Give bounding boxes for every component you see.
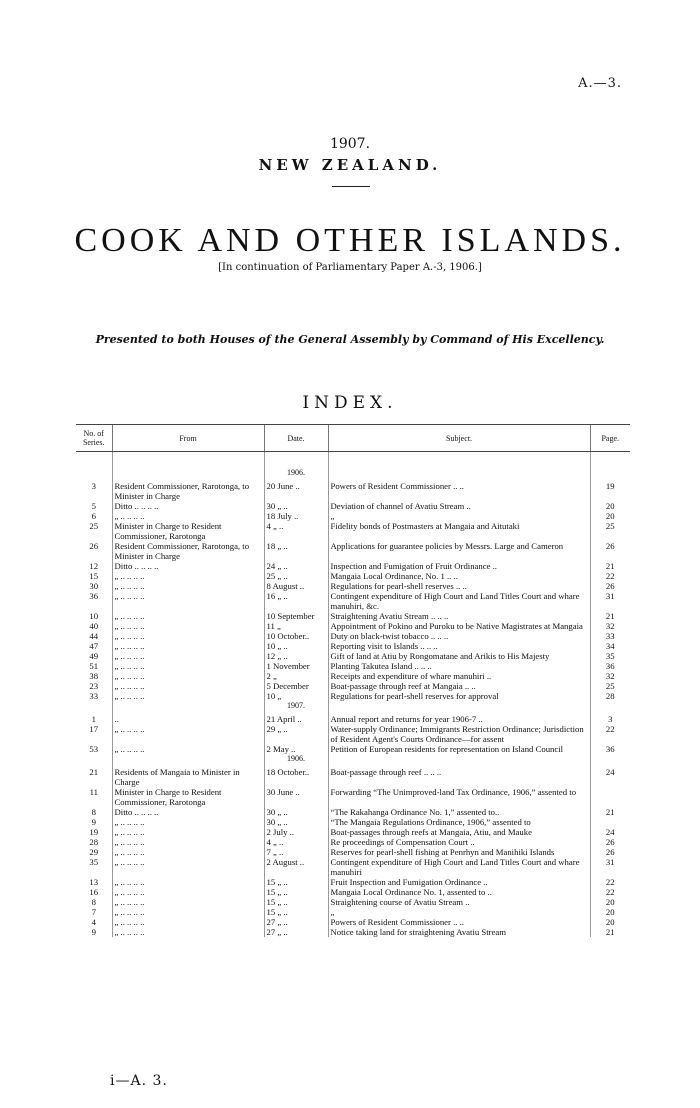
subject-cell: Inspection and Fumigation of Fruit Ordinance .. — [328, 561, 590, 571]
table-row — [76, 847, 630, 857]
table-row — [76, 561, 630, 571]
series-number: 12 — [89, 561, 99, 571]
table-row — [76, 907, 630, 917]
presented-line: Presented to both Houses of the General Assembly by Command of His Excellency. — [95, 333, 605, 346]
table-row — [76, 651, 630, 661]
subject-cell: Regulations for pearl-shell reserves for approval — [328, 691, 590, 701]
subject-cell: Water-supply Ordinance; Immigrants Restriction Ordinance; Jurisdiction of Resident Agent's Courts Ordinance—for assent — [328, 724, 590, 744]
table-row — [76, 571, 630, 581]
index-table — [76, 424, 630, 937]
table-row — [76, 917, 630, 927]
page-cell: 36 — [590, 744, 630, 754]
date-cell: 10 September — [264, 611, 328, 621]
table-row — [76, 521, 630, 541]
date-cell: 2 May .. — [264, 744, 328, 754]
subject-cell: „ — [328, 511, 590, 521]
date-cell: 27 „ .. — [264, 917, 328, 927]
column-header-page: Page. — [590, 425, 630, 452]
from-cell: Resident Commissioner, Rarotonga, to Minister in Charge — [112, 481, 264, 501]
empty-cell — [112, 468, 264, 481]
table-row — [76, 714, 630, 724]
title-divider — [332, 186, 370, 187]
date-cell: 8 August .. — [264, 581, 328, 591]
page-cell: 20 — [590, 907, 630, 917]
date-cell: 20 June .. — [264, 481, 328, 501]
from-cell: „ .. .. .. .. — [112, 621, 264, 631]
empty-cell — [590, 701, 630, 714]
date-cell: 27 „ .. — [264, 927, 328, 937]
subject-cell: Reporting visit to Islands .. .. .. — [328, 641, 590, 651]
series-number: 29 — [89, 847, 99, 857]
table-row — [76, 661, 630, 671]
subject-cell: Gift of land at Atiu by Rongomatane and Arikis to His Majesty — [328, 651, 590, 661]
index-table-body — [76, 452, 630, 938]
from-cell: „ .. .. .. .. — [112, 927, 264, 937]
date-cell: 10 „ .. — [264, 641, 328, 651]
empty-cell — [590, 468, 630, 481]
from-cell: Minister in Charge to Resident Commissioner, Rarotonga — [112, 521, 264, 541]
table-row — [76, 724, 630, 744]
page-cell: 21 — [590, 927, 630, 937]
series-number: 5 — [91, 501, 96, 511]
series-number: 9 — [91, 817, 96, 827]
from-cell: „ .. .. .. .. — [112, 641, 264, 651]
series-number: 3 — [91, 481, 96, 491]
page-cell: 34 — [590, 641, 630, 651]
date-cell: 12 „ .. — [264, 651, 328, 661]
year-divider-row — [76, 468, 630, 481]
date-cell: 21 April .. — [264, 714, 328, 724]
table-row — [76, 767, 630, 787]
table-row — [76, 817, 630, 827]
from-cell: „ .. .. .. .. — [112, 897, 264, 907]
empty-cell — [76, 754, 112, 767]
page-cell: 22 — [590, 877, 630, 887]
date-cell: 1 November — [264, 661, 328, 671]
date-cell: 18 „ .. — [264, 541, 328, 561]
empty-cell — [328, 468, 590, 481]
table-row — [76, 511, 630, 521]
page-cell: 31 — [590, 591, 630, 611]
country-heading: NEW ZEALAND. — [258, 156, 442, 174]
subject-cell: Petition of European residents for representation on Island Council — [328, 744, 590, 754]
year-divider-row — [76, 701, 630, 714]
from-cell: „ .. .. .. .. — [112, 837, 264, 847]
date-cell: 7 „ .. — [264, 847, 328, 857]
table-row — [76, 827, 630, 837]
date-cell: 10 October.. — [264, 631, 328, 641]
page-cell: 21 — [590, 611, 630, 621]
series-number: 10 — [89, 611, 99, 621]
from-cell: „ .. .. .. .. — [112, 671, 264, 681]
series-number: 4 — [91, 917, 96, 927]
subject-cell: „ — [328, 907, 590, 917]
from-cell: „ .. .. .. .. — [112, 681, 264, 691]
page-cell: 20 — [590, 501, 630, 511]
subject-cell: Annual report and returns for year 1906-7 .. — [328, 714, 590, 724]
series-number: 35 — [89, 857, 99, 867]
subject-cell: Duty on black-twist tobacco .. .. .. — [328, 631, 590, 641]
series-number: 19 — [89, 827, 99, 837]
series-number: 49 — [89, 651, 99, 661]
year-divider-row — [76, 754, 630, 767]
table-row — [76, 671, 630, 681]
page-cell: 24 — [590, 827, 630, 837]
table-row — [76, 691, 630, 701]
series-number: 16 — [89, 887, 99, 897]
page-cell: 36 — [590, 661, 630, 671]
page-cell: 3 — [590, 714, 630, 724]
subject-cell: Contingent expenditure of High Court and Land Titles Court and whare manuhiri, &c. — [328, 591, 590, 611]
footer-code: i—A. 3. — [110, 1073, 168, 1089]
series-number: 25 — [89, 521, 99, 531]
date-cell: 16 „ .. — [264, 591, 328, 611]
series-number: 9 — [91, 927, 96, 937]
from-cell: „ .. .. .. .. — [112, 724, 264, 744]
page-cell: 20 — [590, 917, 630, 927]
series-number: 7 — [91, 907, 96, 917]
spacer-cell — [112, 452, 264, 469]
series-number: 1 — [91, 714, 96, 724]
series-number: 51 — [89, 661, 99, 671]
table-row — [76, 927, 630, 937]
column-header-from: From — [112, 425, 264, 452]
table-row — [76, 887, 630, 897]
date-cell: 15 „ .. — [264, 897, 328, 907]
date-cell: 4 „ .. — [264, 521, 328, 541]
from-cell: „ .. .. .. .. — [112, 631, 264, 641]
series-number: 28 — [89, 837, 99, 847]
subject-cell: Deviation of channel of Avatiu Stream .. — [328, 501, 590, 511]
empty-cell — [590, 754, 630, 767]
from-cell: „ .. .. .. .. — [112, 591, 264, 611]
series-number: 30 — [89, 581, 99, 591]
from-cell: „ .. .. .. .. — [112, 877, 264, 887]
series-number: 8 — [91, 807, 96, 817]
page-cell: 33 — [590, 631, 630, 641]
from-cell: „ .. .. .. .. — [112, 581, 264, 591]
from-cell: „ .. .. .. .. — [112, 827, 264, 837]
from-cell: Ditto .. .. .. .. — [112, 561, 264, 571]
table-row — [76, 621, 630, 631]
date-cell: 2 „ — [264, 671, 328, 681]
from-cell: „ .. .. .. .. — [112, 651, 264, 661]
subject-cell: Receipts and expenditure of whare manuhiri .. — [328, 671, 590, 681]
subject-cell: Regulations for pearl-shell reserves .. .. — [328, 581, 590, 591]
series-number: 44 — [89, 631, 99, 641]
document-reference: A.—3. — [578, 76, 622, 91]
table-row — [76, 611, 630, 621]
from-cell: „ .. .. .. .. — [112, 857, 264, 877]
page-cell: 26 — [590, 581, 630, 591]
subject-cell: Powers of Resident Commissioner .. .. — [328, 917, 590, 927]
date-cell: 18 October.. — [264, 767, 328, 787]
document-year: 1907. — [329, 136, 371, 152]
subject-cell: Boat-passage through reef at Mangaia .. .. — [328, 681, 590, 691]
from-cell: „ .. .. .. .. — [112, 691, 264, 701]
page-cell: 20 — [590, 511, 630, 521]
table-row — [76, 787, 630, 807]
from-cell: „ .. .. .. .. — [112, 887, 264, 897]
series-number: 53 — [89, 744, 99, 754]
table-row — [76, 857, 630, 877]
empty-cell — [328, 754, 590, 767]
table-row — [76, 877, 630, 887]
table-row — [76, 837, 630, 847]
table-row — [76, 591, 630, 611]
date-cell: 30 „ .. — [264, 501, 328, 511]
from-cell: „ .. .. .. .. — [112, 907, 264, 917]
from-cell: Minister in Charge to Resident Commissioner, Rarotonga — [112, 787, 264, 807]
page-cell: 20 — [590, 897, 630, 907]
subject-cell: Fruit Inspection and Fumigation Ordinance .. — [328, 877, 590, 887]
page-cell: 22 — [590, 724, 630, 744]
subject-cell: Planting Takutea Island .. .. .. — [328, 661, 590, 671]
subject-cell: Fidelity bonds of Postmasters at Mangaia and Aitutaki — [328, 521, 590, 541]
table-row — [76, 681, 630, 691]
date-cell: 25 „ .. — [264, 571, 328, 581]
page-cell: 25 — [590, 681, 630, 691]
series-number: 40 — [89, 621, 99, 631]
subject-cell: Straightening course of Avatiu Stream .. — [328, 897, 590, 907]
table-row — [76, 641, 630, 651]
series-number: 33 — [89, 691, 99, 701]
page-cell — [590, 817, 630, 827]
from-cell: Ditto .. .. .. .. — [112, 807, 264, 817]
column-header-no: No. of Series. — [76, 425, 112, 452]
table-row — [76, 807, 630, 817]
from-cell: „ .. .. .. .. — [112, 744, 264, 754]
empty-cell — [76, 701, 112, 714]
index-heading: INDEX. — [302, 393, 398, 413]
continuation-note: [In continuation of Parliamentary Paper A.-3, 1906.] — [218, 262, 482, 273]
date-cell: 10 „ — [264, 691, 328, 701]
date-cell: 30 June .. — [264, 787, 328, 807]
subject-cell: Applications for guarantee policies by Messrs. Large and Cameron — [328, 541, 590, 561]
series-number: 23 — [89, 681, 99, 691]
subject-cell: Forwarding “The Unimproved-land Tax Ordinance, 1906,” assented to — [328, 787, 590, 807]
year-label: 1907. — [264, 701, 328, 714]
subject-cell: Boat-passages through reefs at Mangaia, Atiu, and Mauke — [328, 827, 590, 837]
from-cell: „ .. .. .. .. — [112, 661, 264, 671]
from-cell: „ .. .. .. .. — [112, 511, 264, 521]
page-cell: 24 — [590, 767, 630, 787]
table-row — [76, 581, 630, 591]
spacer-cell — [264, 452, 328, 469]
date-cell: 2 August .. — [264, 857, 328, 877]
empty-cell — [112, 754, 264, 767]
subject-cell: “The Rakahanga Ordinance No. 1,” assented to.. — [328, 807, 590, 817]
series-number: 36 — [89, 591, 99, 601]
spacer-cell — [328, 452, 590, 469]
year-label: 1906. — [264, 754, 328, 767]
series-number: 13 — [89, 877, 99, 887]
date-cell: 24 „ .. — [264, 561, 328, 571]
from-cell: Resident Commissioner, Rarotonga, to Minister in Charge — [112, 541, 264, 561]
spacer-cell — [590, 452, 630, 469]
column-header-subject: Subject. — [328, 425, 590, 452]
subject-cell: Straightening Avatiu Stream .. .. .. — [328, 611, 590, 621]
from-cell: .. — [112, 714, 264, 724]
date-cell: 15 „ .. — [264, 887, 328, 897]
page-title: COOK AND OTHER ISLANDS. — [74, 222, 626, 259]
date-cell: 30 „ .. — [264, 817, 328, 827]
subject-cell: Powers of Resident Commissioner .. .. — [328, 481, 590, 501]
date-cell: 15 „ .. — [264, 877, 328, 887]
from-cell: „ .. .. .. .. — [112, 611, 264, 621]
series-number: 11 — [89, 787, 98, 797]
date-cell: 4 „ .. — [264, 837, 328, 847]
subject-cell: Mangaia Local Ordinance No. 1, assented to .. — [328, 887, 590, 897]
empty-cell — [76, 468, 112, 481]
table-row — [76, 897, 630, 907]
spacer-cell — [76, 452, 112, 469]
series-number: 17 — [89, 724, 99, 734]
empty-cell — [112, 701, 264, 714]
page-cell: 28 — [590, 691, 630, 701]
page-cell: 22 — [590, 571, 630, 581]
subject-cell: Reserves for pearl-shell fishing at Penrhyn and Manihiki Islands — [328, 847, 590, 857]
subject-cell: Notice taking land for straightening Avatiu Stream — [328, 927, 590, 937]
page-cell: 25 — [590, 521, 630, 541]
table-row — [76, 541, 630, 561]
series-number: 47 — [89, 641, 99, 651]
date-cell: 2 July .. — [264, 827, 328, 837]
empty-cell — [328, 701, 590, 714]
date-cell: 15 „ .. — [264, 907, 328, 917]
date-cell: 5 December — [264, 681, 328, 691]
page-cell: 26 — [590, 541, 630, 561]
from-cell: Ditto .. .. .. .. — [112, 501, 264, 511]
subject-cell: Re proceedings of Compensation Court .. — [328, 837, 590, 847]
subject-cell: Appointment of Pokino and Puroku to be Native Magistrates at Mangaia — [328, 621, 590, 631]
year-label: 1906. — [264, 468, 328, 481]
from-cell: „ .. .. .. .. — [112, 571, 264, 581]
series-number: 6 — [91, 511, 96, 521]
date-cell: 30 „ .. — [264, 807, 328, 817]
page-cell: 26 — [590, 837, 630, 847]
page-cell: 32 — [590, 621, 630, 631]
page-cell: 21 — [590, 561, 630, 571]
table-row — [76, 501, 630, 511]
from-cell: „ .. .. .. .. — [112, 817, 264, 827]
subject-cell: “The Mangaia Regulations Ordinance, 1906,” assented to — [328, 817, 590, 827]
page-cell: 21 — [590, 807, 630, 817]
page-cell: 19 — [590, 481, 630, 501]
series-number: 38 — [89, 671, 99, 681]
series-number: 21 — [89, 767, 99, 777]
page-cell: 31 — [590, 857, 630, 877]
page-cell — [590, 787, 630, 807]
column-header-date: Date. — [264, 425, 328, 452]
date-cell: 29 „ .. — [264, 724, 328, 744]
table-row — [76, 481, 630, 501]
page-cell: 26 — [590, 847, 630, 857]
subject-cell: Mangaia Local Ordinance, No. 1 .. .. — [328, 571, 590, 581]
page-cell: 32 — [590, 671, 630, 681]
from-cell: Residents of Mangaia to Minister in Charge — [112, 767, 264, 787]
page-cell: 35 — [590, 651, 630, 661]
from-cell: „ .. .. .. .. — [112, 847, 264, 857]
table-row — [76, 744, 630, 754]
from-cell: „ .. .. .. .. — [112, 917, 264, 927]
series-number: 8 — [91, 897, 96, 907]
series-number: 26 — [89, 541, 99, 551]
subject-cell: Contingent expenditure of High Court and Land Titles Court and whare manuhiri — [328, 857, 590, 877]
table-spacer — [76, 452, 630, 469]
table-row — [76, 631, 630, 641]
series-number: 15 — [89, 571, 99, 581]
index-table-header — [76, 425, 630, 452]
date-cell: 18 July .. — [264, 511, 328, 521]
page-cell: 22 — [590, 887, 630, 897]
subject-cell: Boat-passage through reef .. .. .. — [328, 767, 590, 787]
date-cell: 11 „ — [264, 621, 328, 631]
